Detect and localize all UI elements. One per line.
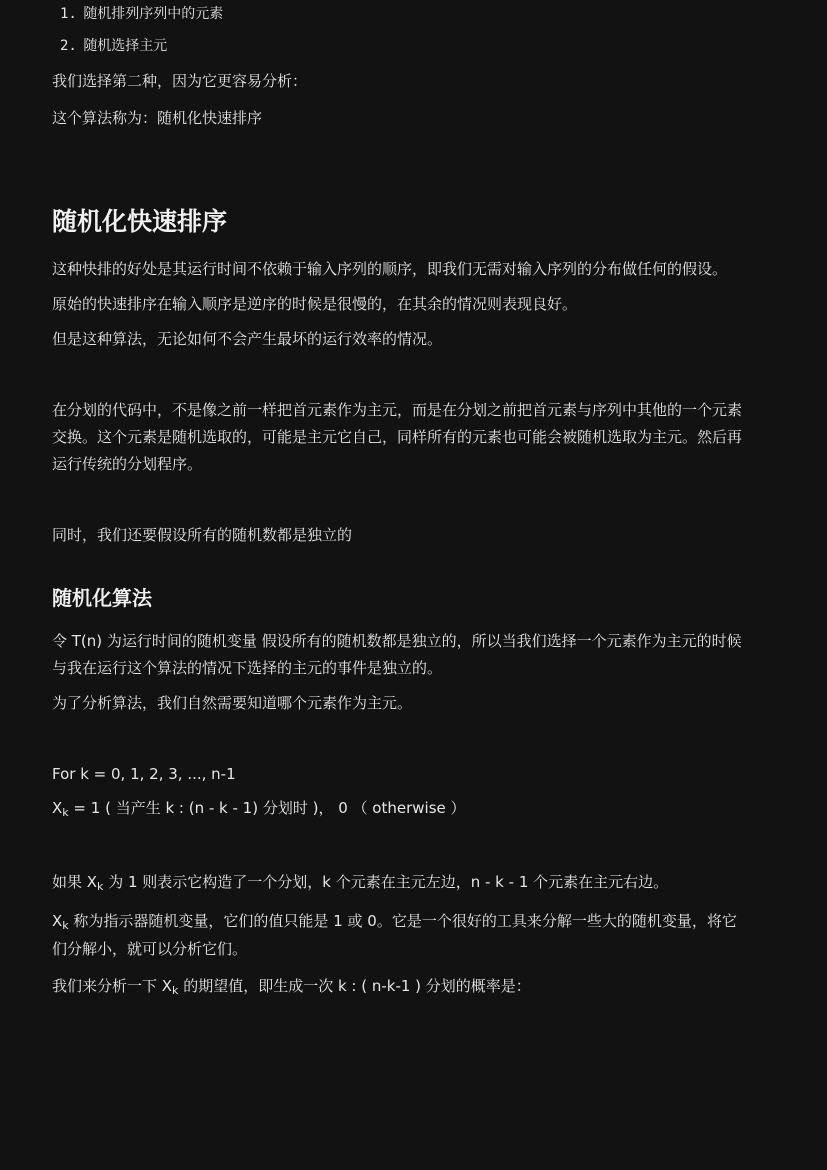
intro-paragraph: 我们选择第二种，因为它更容易分析： <box>52 72 308 90</box>
list-number: 2. <box>60 38 77 54</box>
paragraph-line: 运行传统的分划程序。 <box>52 455 203 473</box>
variable-x: X <box>52 912 63 930</box>
subscript-k: k <box>62 806 69 819</box>
paragraph <box>52 973 774 1001</box>
list-item <box>60 36 167 56</box>
definition-text: = 1 ( 当产生 k : (n - k - 1) 分划时 )， 0 （ otherwise ） <box>68 799 466 817</box>
text-run: 如果 X <box>52 873 98 891</box>
paragraph-line: 令 T(n) 为运行时间的随机变量 假设所有的随机数都是独立的，所以当我们选择一个元素作为主元的时候 <box>52 632 742 650</box>
indicator-definition <box>52 795 774 823</box>
paragraph-line: 与我在运行这个算法的情况下选择的主元的事件是独立的。 <box>52 659 443 677</box>
subsection-heading: 随机化算法 <box>52 586 152 610</box>
paragraph: 这种快排的好处是其运行时间不依赖于输入序列的顺序，即我们无需对输入序列的分布做任何的假设。 <box>52 260 728 278</box>
paragraph: 但是这种算法，无论如何不会产生最坏的运行效率的情况。 <box>52 330 443 348</box>
paragraph <box>52 628 774 682</box>
list-number: 1. <box>60 6 77 22</box>
paragraph-line: 在分划的代码中，不是像之前一样把首元素作为主元，而是在分划之前把首元素与序列中其他的一个元素 <box>52 401 743 419</box>
paragraph: 同时，我们还要假设所有的随机数都是独立的 <box>52 526 353 544</box>
list-item <box>60 4 223 24</box>
text-run: 的期望值，即生成一次 k : ( n-k-1 ) 分划的概率是： <box>178 977 531 995</box>
paragraph: 为了分析算法，我们自然需要知道哪个元素作为主元。 <box>52 694 413 712</box>
text-run: 为 1 则表示它构造了一个分划，k 个元素在主元左边，n - k - 1 个元素在主元右边。 <box>103 873 669 891</box>
text-run: 称为指示器随机变量，它们的值只能是 1 或 0。它是一个很好的工具来分解一些大的随机变量，将它 <box>68 912 737 930</box>
paragraph <box>52 397 774 478</box>
paragraph: 原始的快速排序在输入顺序是逆序的时候是很慢的，在其余的情况则表现良好。 <box>52 295 578 313</box>
list-item-text: 随机排列序列中的元素 <box>83 6 224 22</box>
section-heading: 随机化快速排序 <box>52 207 228 236</box>
paragraph-line: 交换。这个元素是随机选取的，可能是主元它自己，同样所有的元素也可能会被随机选取为主元。然后再 <box>52 428 743 446</box>
paragraph <box>52 908 774 963</box>
text-run: 我们来分析一下 X <box>52 977 173 995</box>
subscript-k: k <box>97 880 104 893</box>
subscript-k: k <box>62 919 69 932</box>
subscript-k: k <box>172 984 179 997</box>
list-item-text: 随机选择主元 <box>83 38 168 54</box>
intro-paragraph: 这个算法称为：随机化快速排序 <box>52 109 263 127</box>
paragraph <box>52 869 774 897</box>
paragraph-line: 们分解小，就可以分析它们。 <box>52 940 248 958</box>
paragraph-line <box>52 908 774 936</box>
for-statement: For k = 0, 1, 2, 3, ..., n-1 <box>52 765 236 783</box>
variable-x: X <box>52 799 63 817</box>
